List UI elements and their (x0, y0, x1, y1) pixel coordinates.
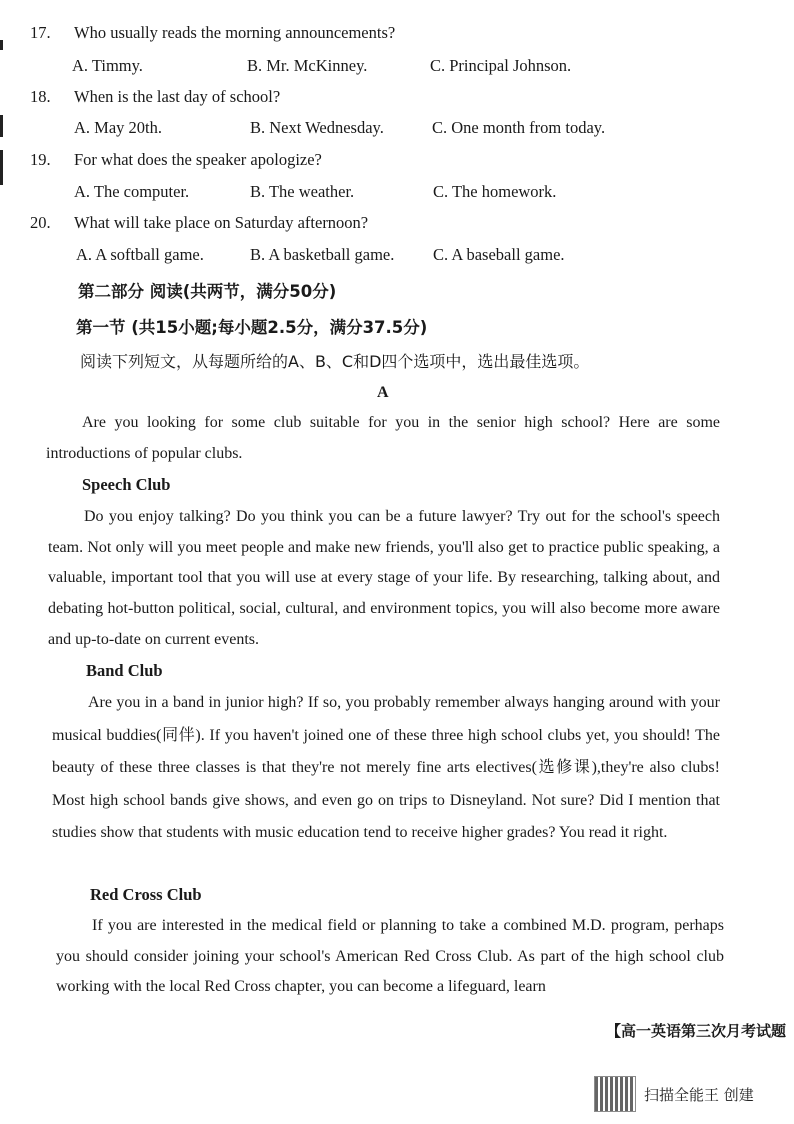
part-two-heading: 第二部分 阅读(共两节，满分50分) (78, 282, 337, 301)
option-b[interactable]: B. The weather. (250, 182, 355, 201)
option-b[interactable]: B. Next Wednesday. (250, 118, 384, 137)
club-title-red-cross: Red Cross Club (90, 885, 202, 904)
option-b[interactable]: B. A basketball game. (250, 245, 395, 264)
club-text-red-cross: If you are interested in the medical field or planning to take a combined M.D. program, perhaps you should consider joining your school's American Red Cross Club. As part of the high school club working with the local Red Cross chapter, you can become a lifeguard, learn (56, 917, 724, 996)
question-text: When is the last day of school? (74, 87, 281, 106)
option-b[interactable]: B. Mr. McKinney. (247, 56, 368, 75)
option-a[interactable]: A. A softball game. (76, 245, 204, 264)
question-text: Who usually reads the morning announcements? (74, 23, 396, 42)
option-a[interactable]: A. Timmy. (72, 56, 143, 75)
option-c[interactable]: C. Principal Johnson. (430, 56, 572, 75)
club-text-speech: Do you enjoy talking? Do you think you can be a future lawyer? Try out for the school's speech team. Not only will you meet people and make new friends, you'll also get to practice public speaking, a valuable, important tool that you will use at every stage of your life. By researching, talking about, and debating hot-button political, social, cultural, and environment topics, you will also become more aware and up-to-date on current events. (48, 508, 720, 648)
instruction: 阅读下列短文，从每题所给的A、B、C和D四个选项中，选出最佳选项。 (80, 352, 590, 371)
club-text-band: Are you in a band in junior high? If so, you probably remember always hanging around with your musical buddies(同伴). If you haven't joined one of these three high school clubs yet, you should! The beauty of these three classes is that they're not merely fine arts electives(选修课),they're also clubs! Most high school bands give shows, and even go on trips to Disneyland. Not sure? Did I mention that studies show that students with music education tend to receive higher grades? You read it right. (52, 694, 720, 841)
club-title-speech: Speech Club (82, 475, 171, 494)
section-one-heading: 第一节 (共15小题;每小题2.5分，满分37.5分) (76, 318, 428, 337)
margin-mark (0, 40, 3, 50)
option-c[interactable]: C. A baseball game. (433, 245, 565, 264)
qr-code-icon (594, 1076, 636, 1112)
question-17 (30, 23, 395, 43)
question-number: 17. (30, 23, 51, 42)
passage-title: A (377, 384, 389, 401)
question-number: 20. (30, 213, 51, 232)
margin-mark (0, 115, 3, 137)
question-text: What will take place on Saturday afternoon? (74, 213, 369, 232)
question-number: 18. (30, 87, 51, 106)
question-number: 19. (30, 150, 51, 169)
margin-mark (0, 150, 3, 185)
question-20 (30, 213, 368, 233)
question-18 (30, 87, 280, 107)
exam-footer-label: 【高一英语第三次月考试题 (605, 1022, 786, 1040)
question-19 (30, 150, 322, 170)
club-title-band: Band Club (86, 661, 163, 680)
option-a[interactable]: A. The computer. (74, 182, 190, 201)
option-a[interactable]: A. May 20th. (74, 118, 162, 137)
passage-intro: Are you looking for some club suitable for you in the senior high school? Here are some introductions of popular clubs. (46, 414, 720, 462)
watermark-text: 扫描全能王 创建 (644, 1085, 754, 1104)
option-c[interactable]: C. The homework. (433, 182, 557, 201)
option-c[interactable]: C. One month from today. (432, 118, 606, 137)
scanner-watermark (594, 1076, 754, 1112)
question-text: For what does the speaker apologize? (74, 150, 322, 169)
